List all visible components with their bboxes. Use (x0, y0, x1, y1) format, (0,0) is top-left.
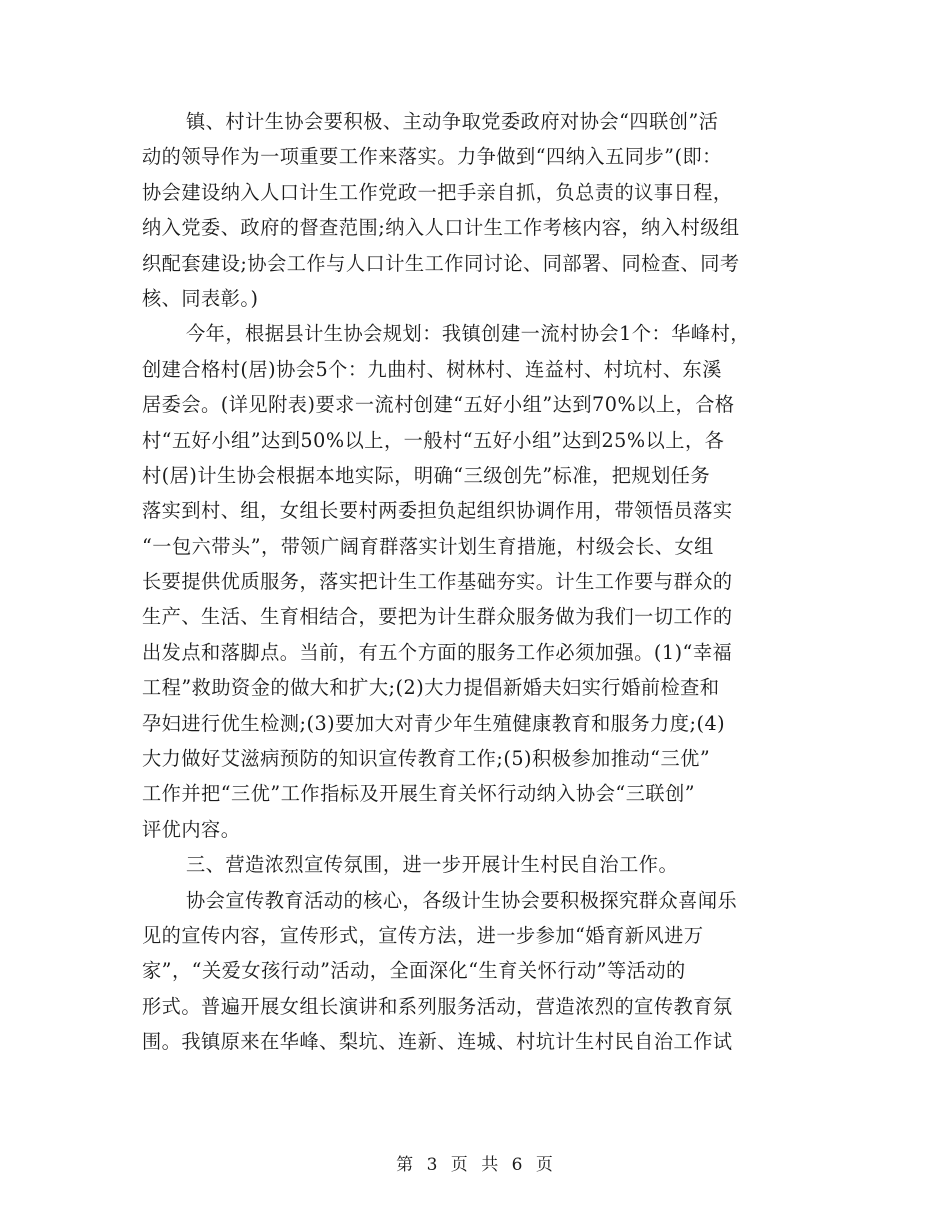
paragraph-line: 核、同表彰。) (142, 286, 259, 310)
paragraph-line: 村“五好小组”达到50%以上，一般村“五好小组”达到25%以上，各 (142, 428, 725, 452)
paragraph-line: 创建合格村(居)协会5个：九曲村、树林村、连益村、村坑村、东溪 (142, 357, 722, 381)
section-heading: 三、营造浓烈宣传氛围，进一步开展计生村民自治工作。 (186, 853, 679, 877)
paragraph-line: 形式。普遍开展女组长演讲和系列服务活动，营造浓烈的宣传教育氛 (142, 994, 733, 1018)
paragraph-line: 今年，根据县计生协会规划：我镇创建一流村协会1个：华峰村， (186, 322, 750, 346)
paragraph-line: 生产、生活、生育相结合，要把为计生群众服务做为我们一切工作的 (142, 605, 733, 629)
paragraph-line: 大力做好艾滋病预防的知识宣传教育工作;(5)积极参加推动“三优” (142, 747, 711, 771)
page-footer (0, 1150, 950, 1175)
paragraph-line: 围。我镇原来在华峰、梨坑、连新、连城、村坑计生村民自治工作试 (142, 1030, 733, 1054)
paragraph-line: 协会宣传教育活动的核心，各级计生协会要积极探究群众喜闻乐 (186, 888, 738, 912)
paragraph-line: 镇、村计生协会要积极、主动争取党委政府对协会“四联创”活 (186, 110, 719, 133)
paragraph-line: 协会建设纳入人口计生工作党政一把手亲自抓，负总责的议事日程， (142, 180, 733, 204)
paragraph-line: 落实到村、组，女组长要村两委担负起组织协调作用，带领悟员落实 (142, 499, 733, 523)
paragraph-line: 孕妇进行优生检测;(3)要加大对青少年生殖健康教育和服务力度;(4) (142, 711, 726, 735)
footer-label-total-unit: 页 (535, 1155, 554, 1175)
footer-label-total: 共 (481, 1155, 500, 1175)
paragraph-line: 出发点和落脚点。当前，有五个方面的服务工作必须加强。(1)“幸福 (142, 640, 733, 664)
paragraph-line: 见的宣传内容，宣传形式，宣传方法，进一步参加“婚育新风进万 (142, 923, 704, 947)
paragraph-line: 工程”救助资金的做大和扩大;(2)大力提倡新婚夫妇实行婚前检查和 (142, 676, 720, 700)
paragraph-line: 纳入党委、政府的督查范围;纳入人口计生工作考核内容，纳入村级组 (142, 216, 740, 240)
paragraph-line: 工作并把“三优”工作指标及开展生育关怀行动纳入协会“三联创” (142, 782, 696, 806)
paragraph-line: 长要提供优质服务，落实把计生工作基础夯实。计生工作要与群众的 (142, 570, 733, 594)
paragraph-line: 村(居)计生协会根据本地实际，明确“三级创先”标准，把规划任务 (142, 463, 711, 487)
paragraph-line: 评优内容。 (142, 817, 241, 841)
total-page-count: 6 (511, 1155, 524, 1175)
current-page-number: 3 (426, 1155, 439, 1175)
paragraph-line: 织配套建设;协会工作与人口计生工作同讨论、同部署、同检查、同考 (142, 251, 740, 275)
paragraph-line: “一包六带头”，带领广阔育群落实计划生育措施，村级会长、女组 (142, 534, 714, 558)
footer-label-page-unit: 页 (450, 1155, 469, 1175)
paragraph-line: 动的领导作为一项重要工作来落实。力争做到“四纳入五同步”(即： (142, 145, 722, 169)
document-body (142, 104, 810, 1060)
footer-label-page: 第 (396, 1155, 415, 1175)
paragraph-line: 居委会。(详见附表)要求一流村创建“五好小组”达到70%以上，合格 (142, 393, 735, 417)
paragraph-line: 家”，“关爱女孩行动”活动，全面深化“生育关怀行动”等活动的 (142, 959, 686, 983)
